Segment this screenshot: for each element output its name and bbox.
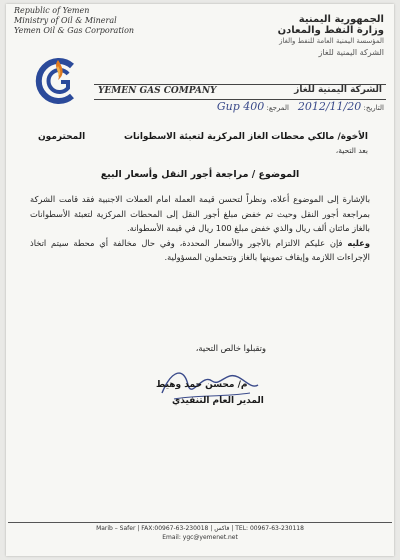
honorific: المحترمون xyxy=(38,132,86,142)
body-paragraph xyxy=(30,236,370,265)
letter-body xyxy=(30,192,370,265)
header-ar-line: المؤسسة اليمنية العامة للنفط والغاز xyxy=(279,37,384,45)
header-en-line: Yemen Oil & Gas Corporation xyxy=(14,26,135,35)
date-reference-line: التاريخ: 2012/11/20 المرجع: 400 Gup xyxy=(216,100,384,113)
header-en-line: Republic of Yemen xyxy=(14,6,90,15)
company-name-ar: الشركة اليمنية للغاز xyxy=(294,85,382,95)
company-logo-icon xyxy=(28,56,90,106)
reference-label: المرجع xyxy=(268,104,289,112)
addressee: الأخوة/ مالكي محطات الغاز المركزية لتعبئة الاسطوانات xyxy=(124,132,368,142)
company-name-en: YEMEN GAS COMPANY xyxy=(98,86,217,96)
header-ar-line: الجمهورية اليمنية xyxy=(298,14,384,25)
header-arabic xyxy=(234,14,384,58)
footer-email: Email: ygc@yemenet.net xyxy=(162,534,238,541)
header-english xyxy=(14,6,154,36)
date-label: التاريخ xyxy=(365,104,384,112)
company-banner xyxy=(94,84,386,100)
closing-line: وتقبلوا خالص التحية، xyxy=(195,343,266,353)
reference-value: 400 Gup xyxy=(216,100,265,113)
footer-contact: Marib – Safer | FAX:00967-63-230018 | فاكس | TEL: 00967-63-230118 xyxy=(8,522,392,532)
body-paragraph-text: فإن عليكم الالتزام بالأجور والأسعار المحددة، وفي حال مخالفة أي محطة سيتم اتخاذ الإجراءات اللازمة وإيقاف تموينها بالغاز وتتحملون المسؤولية. xyxy=(30,237,370,263)
date-value: 2012/11/20 xyxy=(297,100,362,113)
header-ar-line: الشركة اليمنية للغاز xyxy=(318,48,384,57)
signatory-title: المدير العام التنفيذي xyxy=(172,396,264,406)
header-en-line: Ministry of Oil & Mineral xyxy=(14,16,117,25)
subject-line: الموضوع / مراجعة أجور النقل وأسعار البيع xyxy=(100,169,300,180)
greeting: بعد التحية، xyxy=(335,146,368,155)
body-paragraph: بالإشارة إلى الموضوع أعلاه، ونظراً لتحسن قيمة العملة امام العملات الاجنبية فقد قامت الشركة بمراجعة أجور النقل وحيث تم خفض مبلغ أجور النقل إلى المحطات المركزية لتعبئة الأسطوانات بالغاز مائتان ألف ريال والذي خفض مبلغ 100 ريال في قيمة الأسطوانة. xyxy=(30,194,370,234)
header-ar-line: وزارة النفط والمعادن xyxy=(277,25,384,36)
letter-page xyxy=(6,4,394,556)
signatory-name: م/ محسن حمد وهيط xyxy=(156,380,248,390)
body-lead-word: وعليه xyxy=(347,237,370,248)
